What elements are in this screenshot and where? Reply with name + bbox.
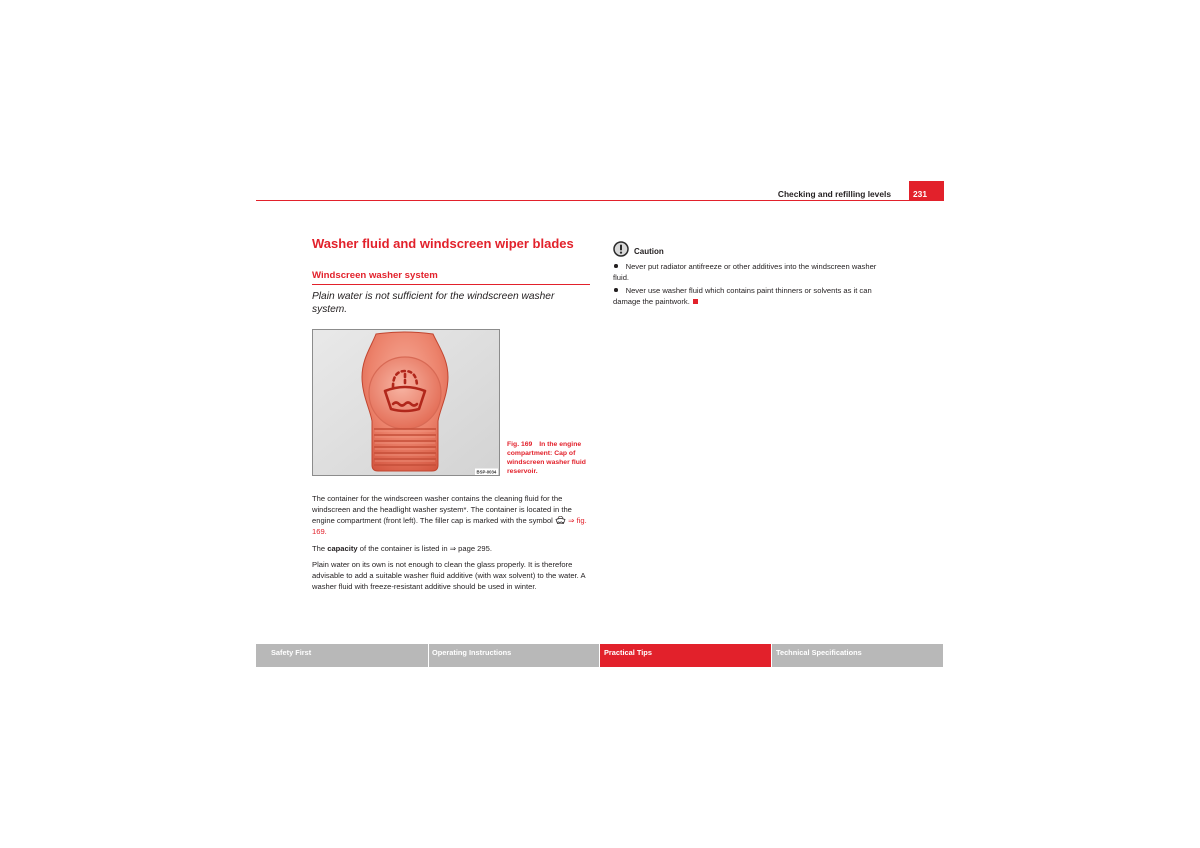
bullet-icon xyxy=(614,264,618,268)
exclamation-circle-icon xyxy=(613,241,629,257)
figure-caption-label: Fig. 169 xyxy=(507,441,533,448)
figure-caption xyxy=(507,440,587,476)
list-item xyxy=(613,285,891,307)
reservoir-cap-figure xyxy=(312,329,500,476)
tab-operating-instructions[interactable]: Operating Instructions xyxy=(429,644,599,667)
figure-code: BSP-0034 xyxy=(476,469,497,475)
tab-practical-tips[interactable]: Practical Tips xyxy=(600,644,771,667)
end-marker-icon xyxy=(693,299,698,304)
page-number: 231 xyxy=(909,181,944,200)
section-subtitle: Windscreen washer system xyxy=(312,270,438,281)
cap-grip-ridges xyxy=(374,429,436,465)
paragraph-text: The container for the windscreen washer contains the cleaning fluid for the windscreen and the headlight washer system*. The container is located in the engine compartment (front left). The filler cap is marked with the symbol xyxy=(312,494,572,525)
tab-safety-first[interactable]: Safety First xyxy=(256,644,428,667)
footer-tabs xyxy=(256,644,944,667)
caution-list xyxy=(613,261,891,309)
capacity-term: capacity xyxy=(327,543,358,553)
paragraph-plain-water: Plain water on its own is not enough to clean the glass properly. It is therefore advisable to add a suitable washer fluid additive (with wax solvent) to the water. A washer fluid with freeze-resistant additive should be used in winter. xyxy=(312,560,586,591)
paragraph-capacity xyxy=(312,543,592,554)
body-text xyxy=(312,493,592,598)
list-item xyxy=(613,261,891,283)
list-item-text: Never use washer fluid which contains paint thinners or solvents as it can damage the paintwork. xyxy=(613,285,872,306)
caution-title: Caution xyxy=(634,247,664,256)
lead-text: Plain water is not sufficient for the windscreen washer system. xyxy=(312,291,555,315)
figure-cross-reference-link[interactable]: ⇒ fig. 169. xyxy=(312,516,587,536)
header-divider xyxy=(256,200,944,202)
paragraph-text: of the container is listed in xyxy=(359,543,448,553)
page-cross-reference-link[interactable]: ⇒ page 295. xyxy=(449,543,492,553)
subtitle-divider xyxy=(312,284,590,285)
page-title: Washer fluid and windscreen wiper blades xyxy=(312,236,574,251)
washer-symbol-icon xyxy=(555,516,566,524)
section-title: Checking and refilling levels xyxy=(777,189,891,199)
list-item-text: Never put radiator antifreeze or other additives into the windscreen washer fluid. xyxy=(613,261,877,282)
paragraph-text: The xyxy=(312,543,326,553)
cap-symbol-disc xyxy=(369,357,441,429)
paragraph-container xyxy=(312,493,592,537)
bullet-icon xyxy=(614,288,618,292)
figure-caption-text: In the engine compartment: Cap of windscreen washer fluid reservoir. xyxy=(507,441,586,475)
tab-technical-specifications[interactable]: Technical Specifications xyxy=(772,644,943,667)
